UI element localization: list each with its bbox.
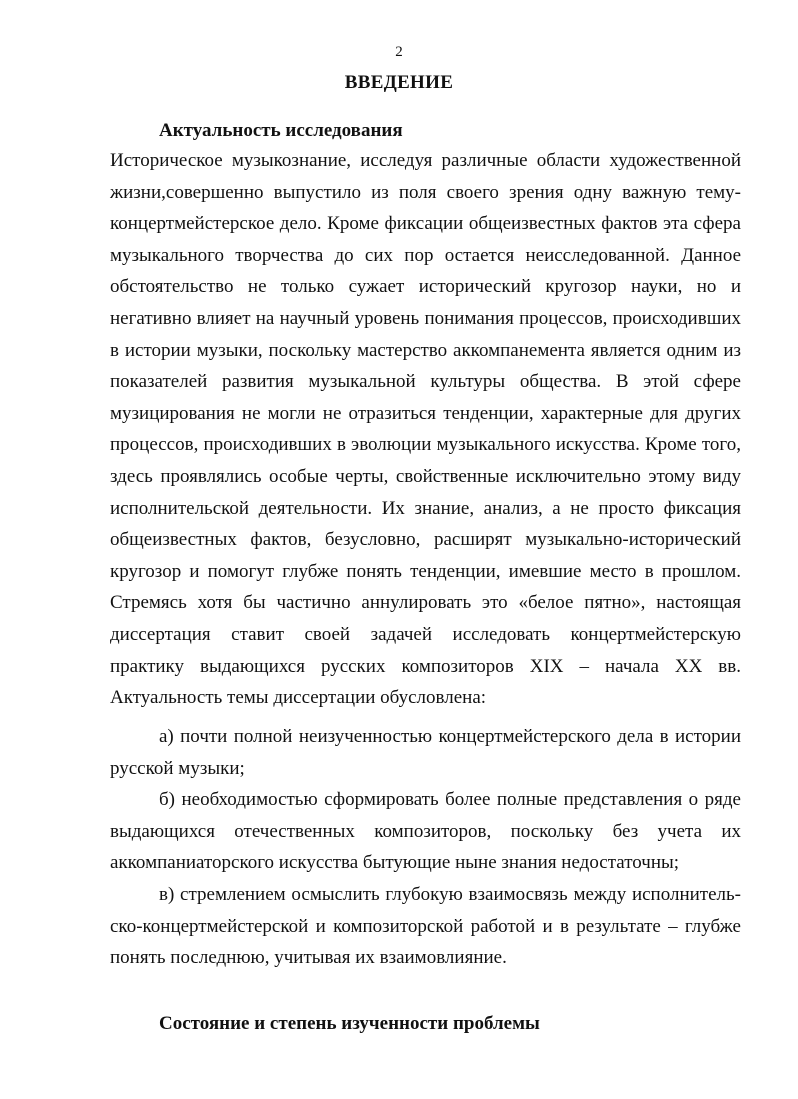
list-item: в) стремлением осмыслить глубокую взаимосвязь между исполнитель-ско-концертмейстерской и композиторской работой и в результате – глубже понять последнюю, учитывая их взаимовлияние. — [110, 883, 741, 969]
paragraph-relevance: Историческое музыкознание, исследуя различные области художественной жизни,совершенно выпустило из поля своего зрения одну важную тему- концертмейстерское дело. Кроме фиксации общеизвестных фактов эта сфера музыкального творчества до сих пор остается неисследованной. Данное обстоятельство не только сужает исторический кругозор науки, но и негативно влияет на научный уровень понимания процессов, происходивших в истории музыки, поскольку мастерство аккомпанемента является одним из показателей развития музыкальной культуры общества. В этой сфере музицирования не могли не отразиться тенденции, характерные для других процессов, происходивших в эволюции музыкального искусства. Кроме того, здесь проявлялись особые черты, свойственные исключительно этому виду исполнительской деятельности. Их знание, анализ, а не просто фиксация общеизвестных фактов, безусловно, расширят музыкально-исторический кругозор и помогут глубже понять тенденции, имевшие место в прошлом. Стремясь хотя бы частично аннулировать это «белое пятно», настоящая диссертация ставит своей задачей исследовать концертмейстерскую практику выдающихся русских композиторов XIX – начала XX вв. Актуальность темы диссертации обусловлена: — [110, 150, 741, 709]
relevance-list — [110, 721, 741, 974]
section-heading-state-of-research: Состояние и степень изученности проблемы — [159, 1013, 540, 1034]
page-title: ВВЕДЕНИЕ — [344, 72, 454, 93]
section-heading-relevance: Актуальность исследования — [159, 120, 403, 141]
body-text — [110, 145, 741, 714]
page-number: 2 — [395, 44, 403, 60]
list-item: б) необходимостью сформировать более полные представления о ряде выдающихся отечественных композиторов, поскольку без учета их аккомпаниаторского искусства бытующие ныне знания недостаточны; — [110, 789, 741, 874]
list-item: а) почти полной неизученностью концертмейстерского дела в истории русской музыки; — [110, 726, 741, 779]
